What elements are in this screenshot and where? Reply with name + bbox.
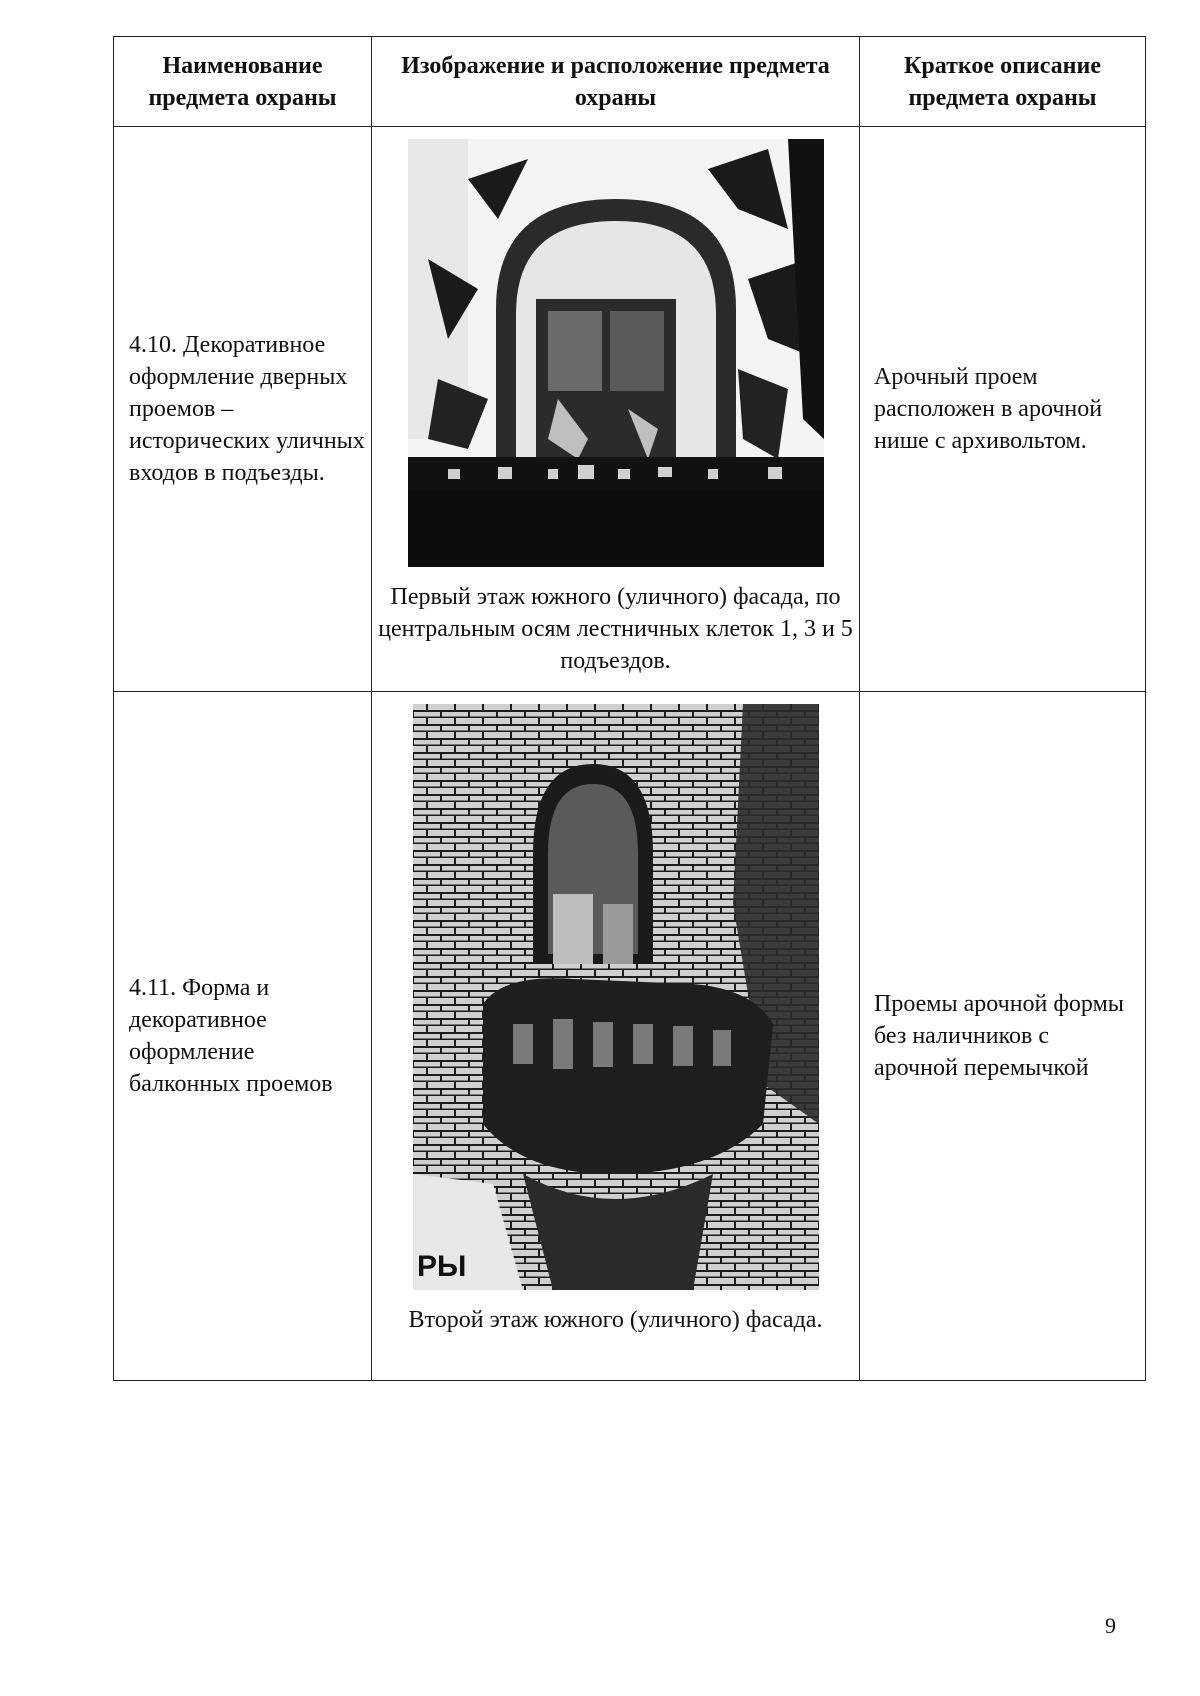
- item-name: 4.11. Форма и декоративное оформление балконных проемов: [114, 692, 372, 1380]
- item-name: 4.10. Декоративное оформление дверных проемов – исторических уличных входов в подъезды.: [114, 127, 372, 691]
- item-description: Арочный проем расположен в арочной нише с архивольтом.: [874, 364, 1103, 454]
- header-image: Изображение и расположение предмета охраны: [372, 37, 860, 126]
- photo-caption: Второй этаж южного (уличного) фасада.: [408, 1307, 823, 1333]
- header-name: Наименование предмета охраны: [114, 37, 372, 126]
- arched-doorway-photo: [408, 139, 824, 567]
- item-image-cell: [372, 127, 860, 691]
- photo-caption: Первый этаж южного (уличного) фасада, по центральным осям лестничных клеток 1, 3 и 5 подъездов.: [378, 584, 853, 674]
- item-description: Проемы арочной формы без наличников с арочной перемычкой: [874, 991, 1124, 1081]
- protection-table: [113, 36, 1146, 1381]
- balcony-photo: [413, 704, 819, 1290]
- item-image-cell: [372, 692, 860, 1380]
- table-row: [114, 127, 1145, 692]
- photo-sign-text: РЫ: [416, 1250, 466, 1283]
- table-header-row: [114, 37, 1145, 127]
- table-row: [114, 692, 1145, 1380]
- page-number: 9: [1105, 1613, 1116, 1638]
- header-description: Краткое описание предмета охраны: [904, 52, 1101, 111]
